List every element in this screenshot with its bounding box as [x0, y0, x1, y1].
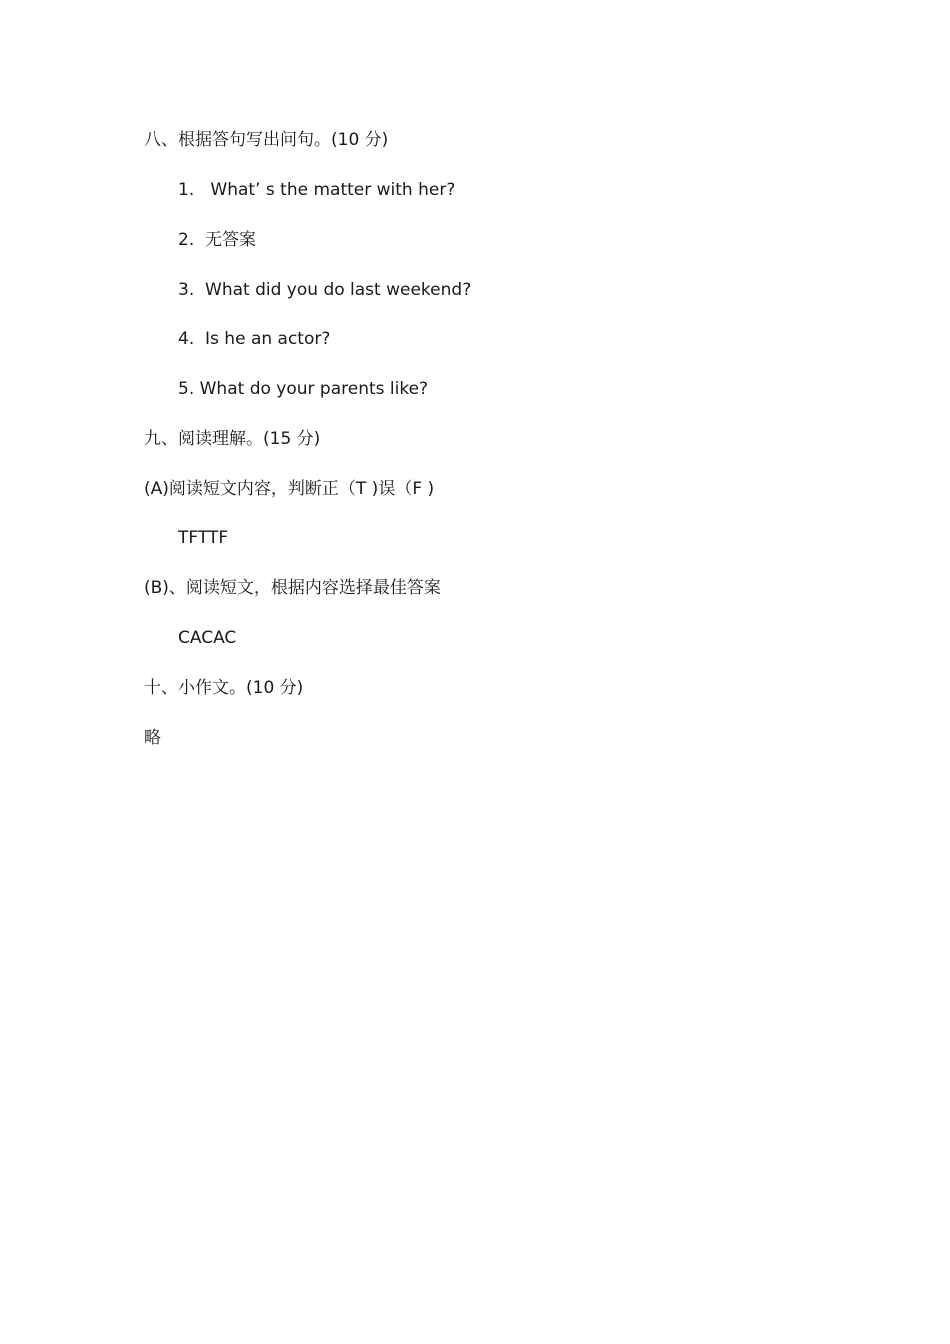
answer-item-5: 5. What do your parents like? — [178, 379, 429, 399]
part-a-answer: TFTTF — [178, 528, 229, 548]
part-b-answer: CACAC — [178, 628, 237, 648]
part-a-title: (A)阅读短文内容，判断正（T )误（F ) — [144, 479, 435, 499]
section-10-title: 十、小作文。(10 分) — [144, 678, 304, 698]
section-8-title: 八、根据答句写出问句。(10 分) — [144, 130, 389, 150]
section-10-answer: 略 — [144, 728, 161, 748]
section-9-title: 九、阅读理解。(15 分) — [144, 429, 321, 449]
part-b-title: (B)、阅读短文，根据内容选择最佳答案 — [144, 578, 441, 598]
answer-item-1: 1. What’ s the matter with her? — [178, 180, 456, 200]
answer-item-2: 2. 无答案 — [178, 230, 257, 250]
answer-item-3: 3. What did you do last weekend? — [178, 280, 472, 300]
answer-item-4: 4. Is he an actor? — [178, 329, 331, 349]
